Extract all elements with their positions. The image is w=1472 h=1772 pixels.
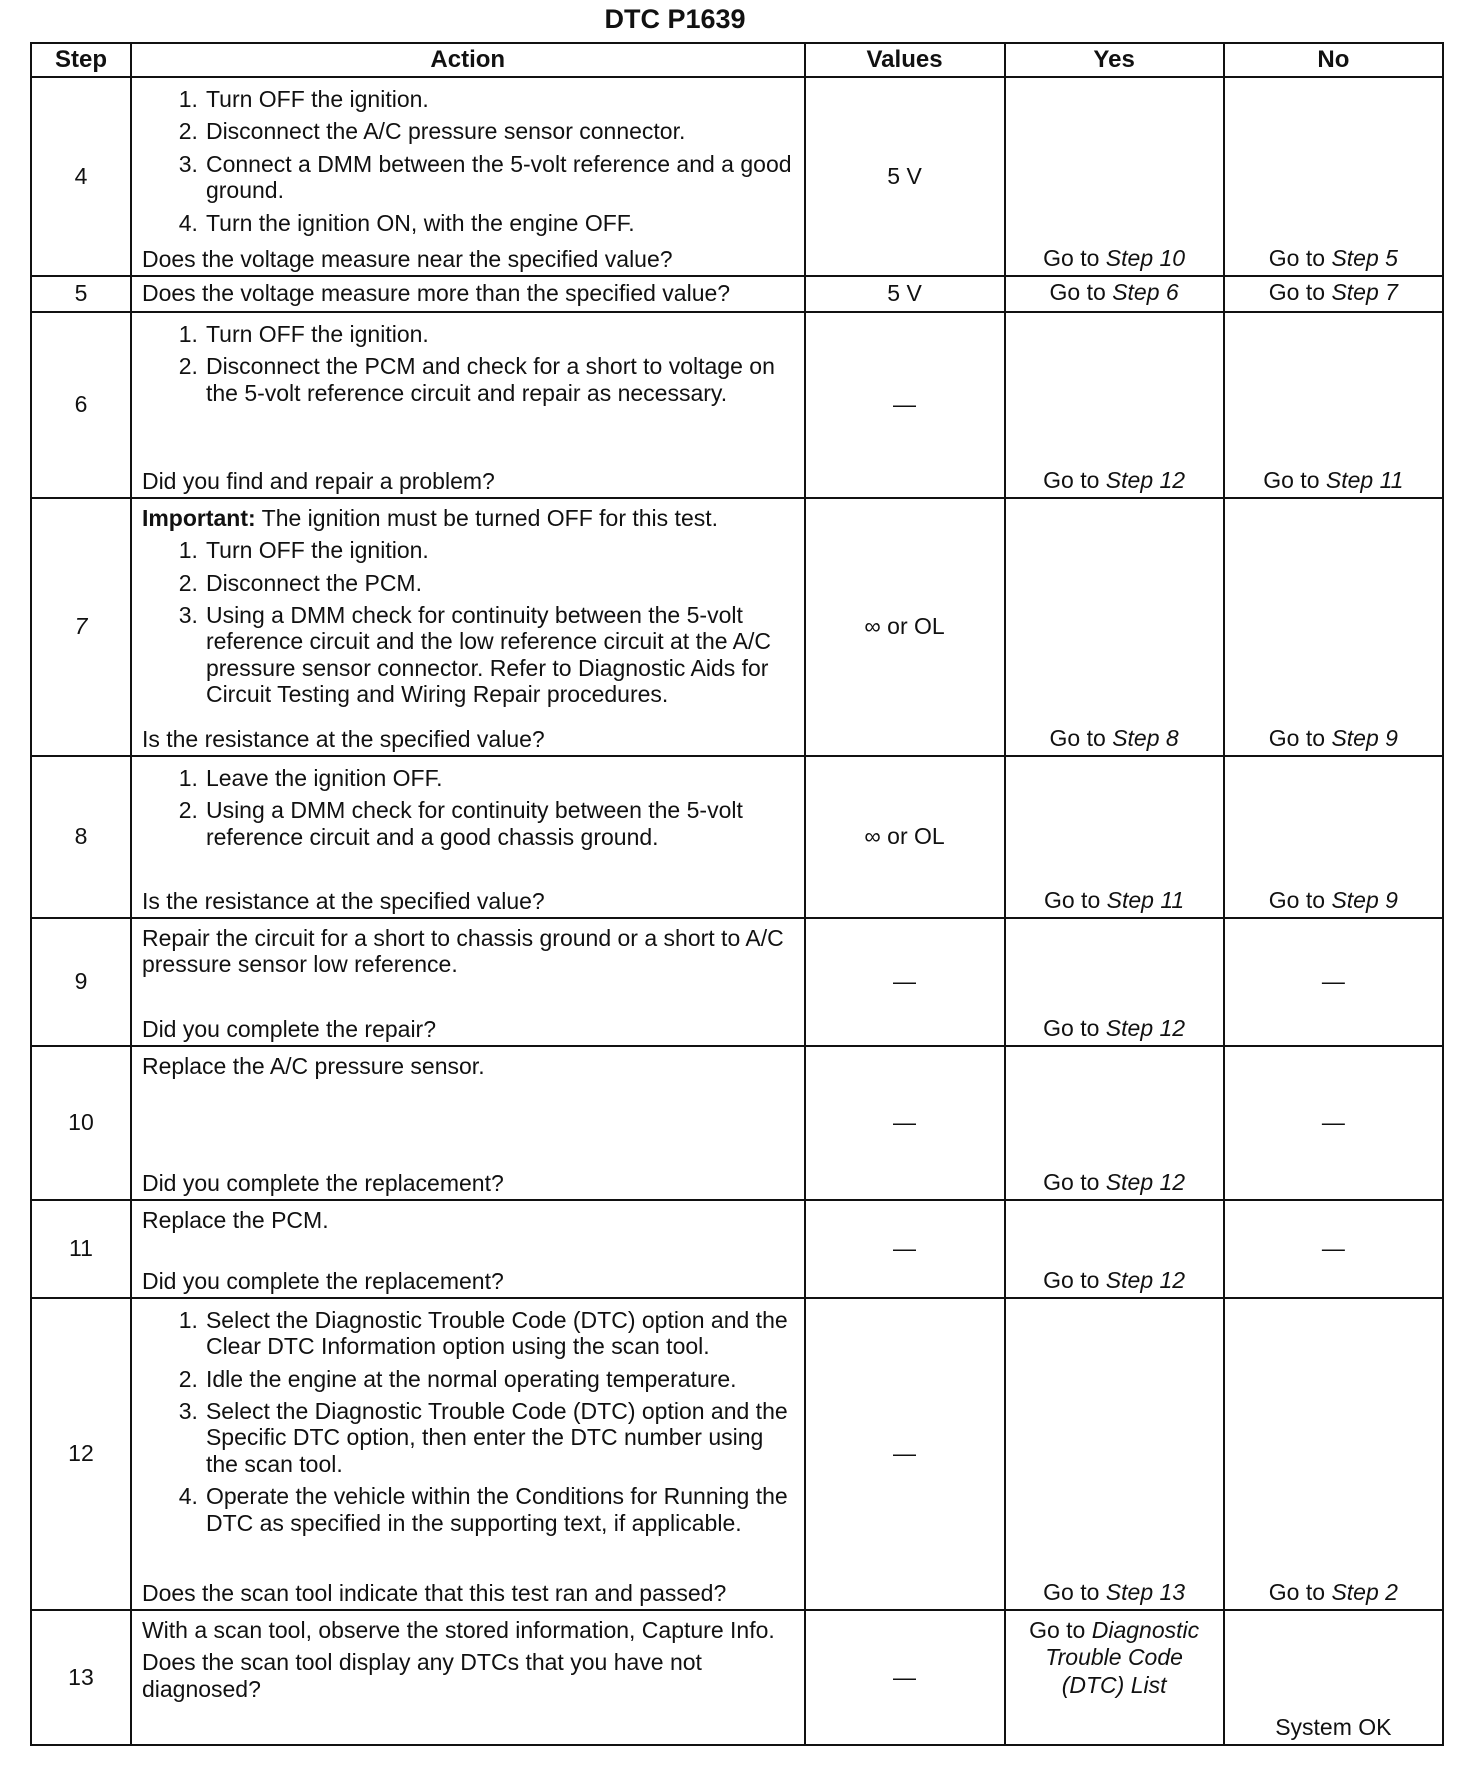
action-cell [131, 918, 805, 1046]
action-question: Did you complete the replacement? [141, 1268, 504, 1295]
value-cell: — [805, 1610, 1005, 1745]
list-item: 2. Disconnect the A/C pressure sensor connector. [178, 118, 686, 145]
table-row [31, 1200, 1443, 1298]
no-cell: Go to Step 2 [1224, 1298, 1443, 1610]
value-cell: ∞ or OL [805, 498, 1005, 756]
list-item: 3. Using a DMM check for continuity between the 5-volt reference circuit and the low reference circuit at the A/C pressure sensor connector. Refer to Diagnostic Aids for Circuit Testing and Wiring Repair procedures. [178, 601, 772, 708]
yes-cell: Go to Step 13 [1005, 1298, 1224, 1610]
table-row [31, 77, 1443, 276]
no-cell: Go to Step 9 [1224, 498, 1443, 756]
header-no: No [1224, 43, 1443, 77]
step-number: 10 [31, 1046, 131, 1200]
action-cell [131, 756, 805, 918]
action-cell [131, 1046, 805, 1200]
action-question: Did you complete the repair? [141, 1016, 437, 1043]
value-cell: 5 V [805, 77, 1005, 276]
action-cell [131, 77, 805, 276]
important-note: Important: The ignition must be turned OFF for this test. [141, 504, 719, 531]
no-cell: System OK [1224, 1610, 1443, 1745]
table-row [31, 498, 1443, 756]
step-number: 7 [31, 498, 131, 756]
table-row [31, 756, 1443, 918]
value-cell: — [805, 1200, 1005, 1298]
value-cell: — [805, 1298, 1005, 1610]
diagnostic-table [30, 42, 1444, 1746]
list-item: 1. Leave the ignition OFF. [178, 764, 443, 791]
action-cell [131, 1610, 805, 1745]
value-cell: 5 V [805, 276, 1005, 312]
list-item: 3. Connect a DMM between the 5-volt reference and a good ground. [178, 150, 792, 204]
yes-cell: Go to Step 8 [1005, 498, 1224, 756]
header-action: Action [131, 43, 805, 77]
action-cell [131, 312, 805, 498]
list-item: 1. Turn OFF the ignition. [178, 537, 429, 564]
list-item: 1. Turn OFF the ignition. [178, 320, 429, 347]
step-number: 13 [31, 1610, 131, 1745]
yes-cell: Go to Step 12 [1005, 918, 1224, 1046]
list-item: 1. Select the Diagnostic Trouble Code (DTC) option and the Clear DTC Information option using the scan tool. [178, 1306, 788, 1360]
list-item: 2. Disconnect the PCM. [178, 569, 422, 596]
no-cell: Go to Step 7 [1224, 276, 1443, 312]
yes-cell: Go to Step 12 [1005, 1046, 1224, 1200]
no-cell: — [1224, 1200, 1443, 1298]
action-question: Does the scan tool indicate that this test ran and passed? [141, 1580, 727, 1607]
value-cell: — [805, 1046, 1005, 1200]
step-number: 6 [31, 312, 131, 498]
header-values: Values [805, 43, 1005, 77]
action-text: Replace the A/C pressure sensor. [141, 1052, 485, 1079]
step-number: 5 [31, 276, 131, 312]
action-cell [131, 1200, 805, 1298]
action-question: Does the voltage measure near the specified value? [141, 246, 673, 273]
page-title: DTC P1639 [604, 4, 746, 34]
no-cell: — [1224, 1046, 1443, 1200]
yes-cell: Go to Diagnostic Trouble Code (DTC) List [1005, 1610, 1224, 1745]
header-step: Step [31, 43, 131, 77]
list-item: 3. Select the Diagnostic Trouble Code (DTC) option and the Specific DTC option, then enter the DTC number using the scan tool. [178, 1397, 788, 1477]
action-cell [131, 1298, 805, 1610]
action-question: Is the resistance at the specified value? [141, 726, 545, 753]
header-yes: Yes [1005, 43, 1224, 77]
list-item: 2. Using a DMM check for continuity between the 5-volt reference circuit and a good chassis ground. [178, 797, 743, 850]
action-question: Does the voltage measure more than the specified value? [141, 280, 731, 307]
yes-cell: Go to Step 12 [1005, 1200, 1224, 1298]
table-header-row [31, 43, 1443, 77]
value-cell: — [805, 918, 1005, 1046]
step-number: 8 [31, 756, 131, 918]
no-cell: Go to Step 11 [1224, 312, 1443, 498]
table-row [31, 312, 1443, 498]
no-cell: — [1224, 918, 1443, 1046]
action-question: Does the scan tool display any DTCs that you have not diagnosed? [141, 1649, 702, 1702]
no-cell: Go to Step 9 [1224, 756, 1443, 918]
table-row [31, 918, 1443, 1046]
step-number: 12 [31, 1298, 131, 1610]
list-item: 1. Turn OFF the ignition. [178, 86, 429, 112]
yes-cell: Go to Step 6 [1005, 276, 1224, 312]
action-question: Is the resistance at the specified value? [141, 888, 545, 915]
yes-cell: Go to Step 12 [1005, 312, 1224, 498]
action-cell [131, 276, 805, 312]
list-item: 4. Turn the ignition ON, with the engine OFF. [178, 209, 635, 236]
list-item: 4. Operate the vehicle within the Conditions for Running the DTC as specified in the supporting text, if applicable. [178, 1483, 788, 1536]
no-cell: Go to Step 5 [1224, 77, 1443, 276]
value-cell: ∞ or OL [805, 756, 1005, 918]
table-row [31, 1610, 1443, 1745]
table-row [31, 1298, 1443, 1610]
yes-cell: Go to Step 10 [1005, 77, 1224, 276]
yes-cell: Go to Step 11 [1005, 756, 1224, 918]
value-cell: — [805, 312, 1005, 498]
table-row [31, 1046, 1443, 1200]
action-text: Replace the PCM. [141, 1206, 329, 1233]
list-item: 2. Idle the engine at the normal operating temperature. [178, 1365, 737, 1392]
step-number: 11 [31, 1200, 131, 1298]
step-number: 9 [31, 918, 131, 1046]
action-question: Did you find and repair a problem? [141, 468, 495, 495]
table-row [31, 276, 1443, 312]
action-text: Repair the circuit for a short to chassis ground or a short to A/C pressure sensor low reference. [141, 924, 784, 978]
step-number: 4 [31, 77, 131, 276]
action-cell [131, 498, 805, 756]
list-item: 2. Disconnect the PCM and check for a short to voltage on the 5-volt reference circuit and repair as necessary. [178, 353, 775, 406]
action-text: With a scan tool, observe the stored information, Capture Info. [141, 1616, 775, 1643]
action-question: Did you complete the replacement? [141, 1170, 504, 1197]
